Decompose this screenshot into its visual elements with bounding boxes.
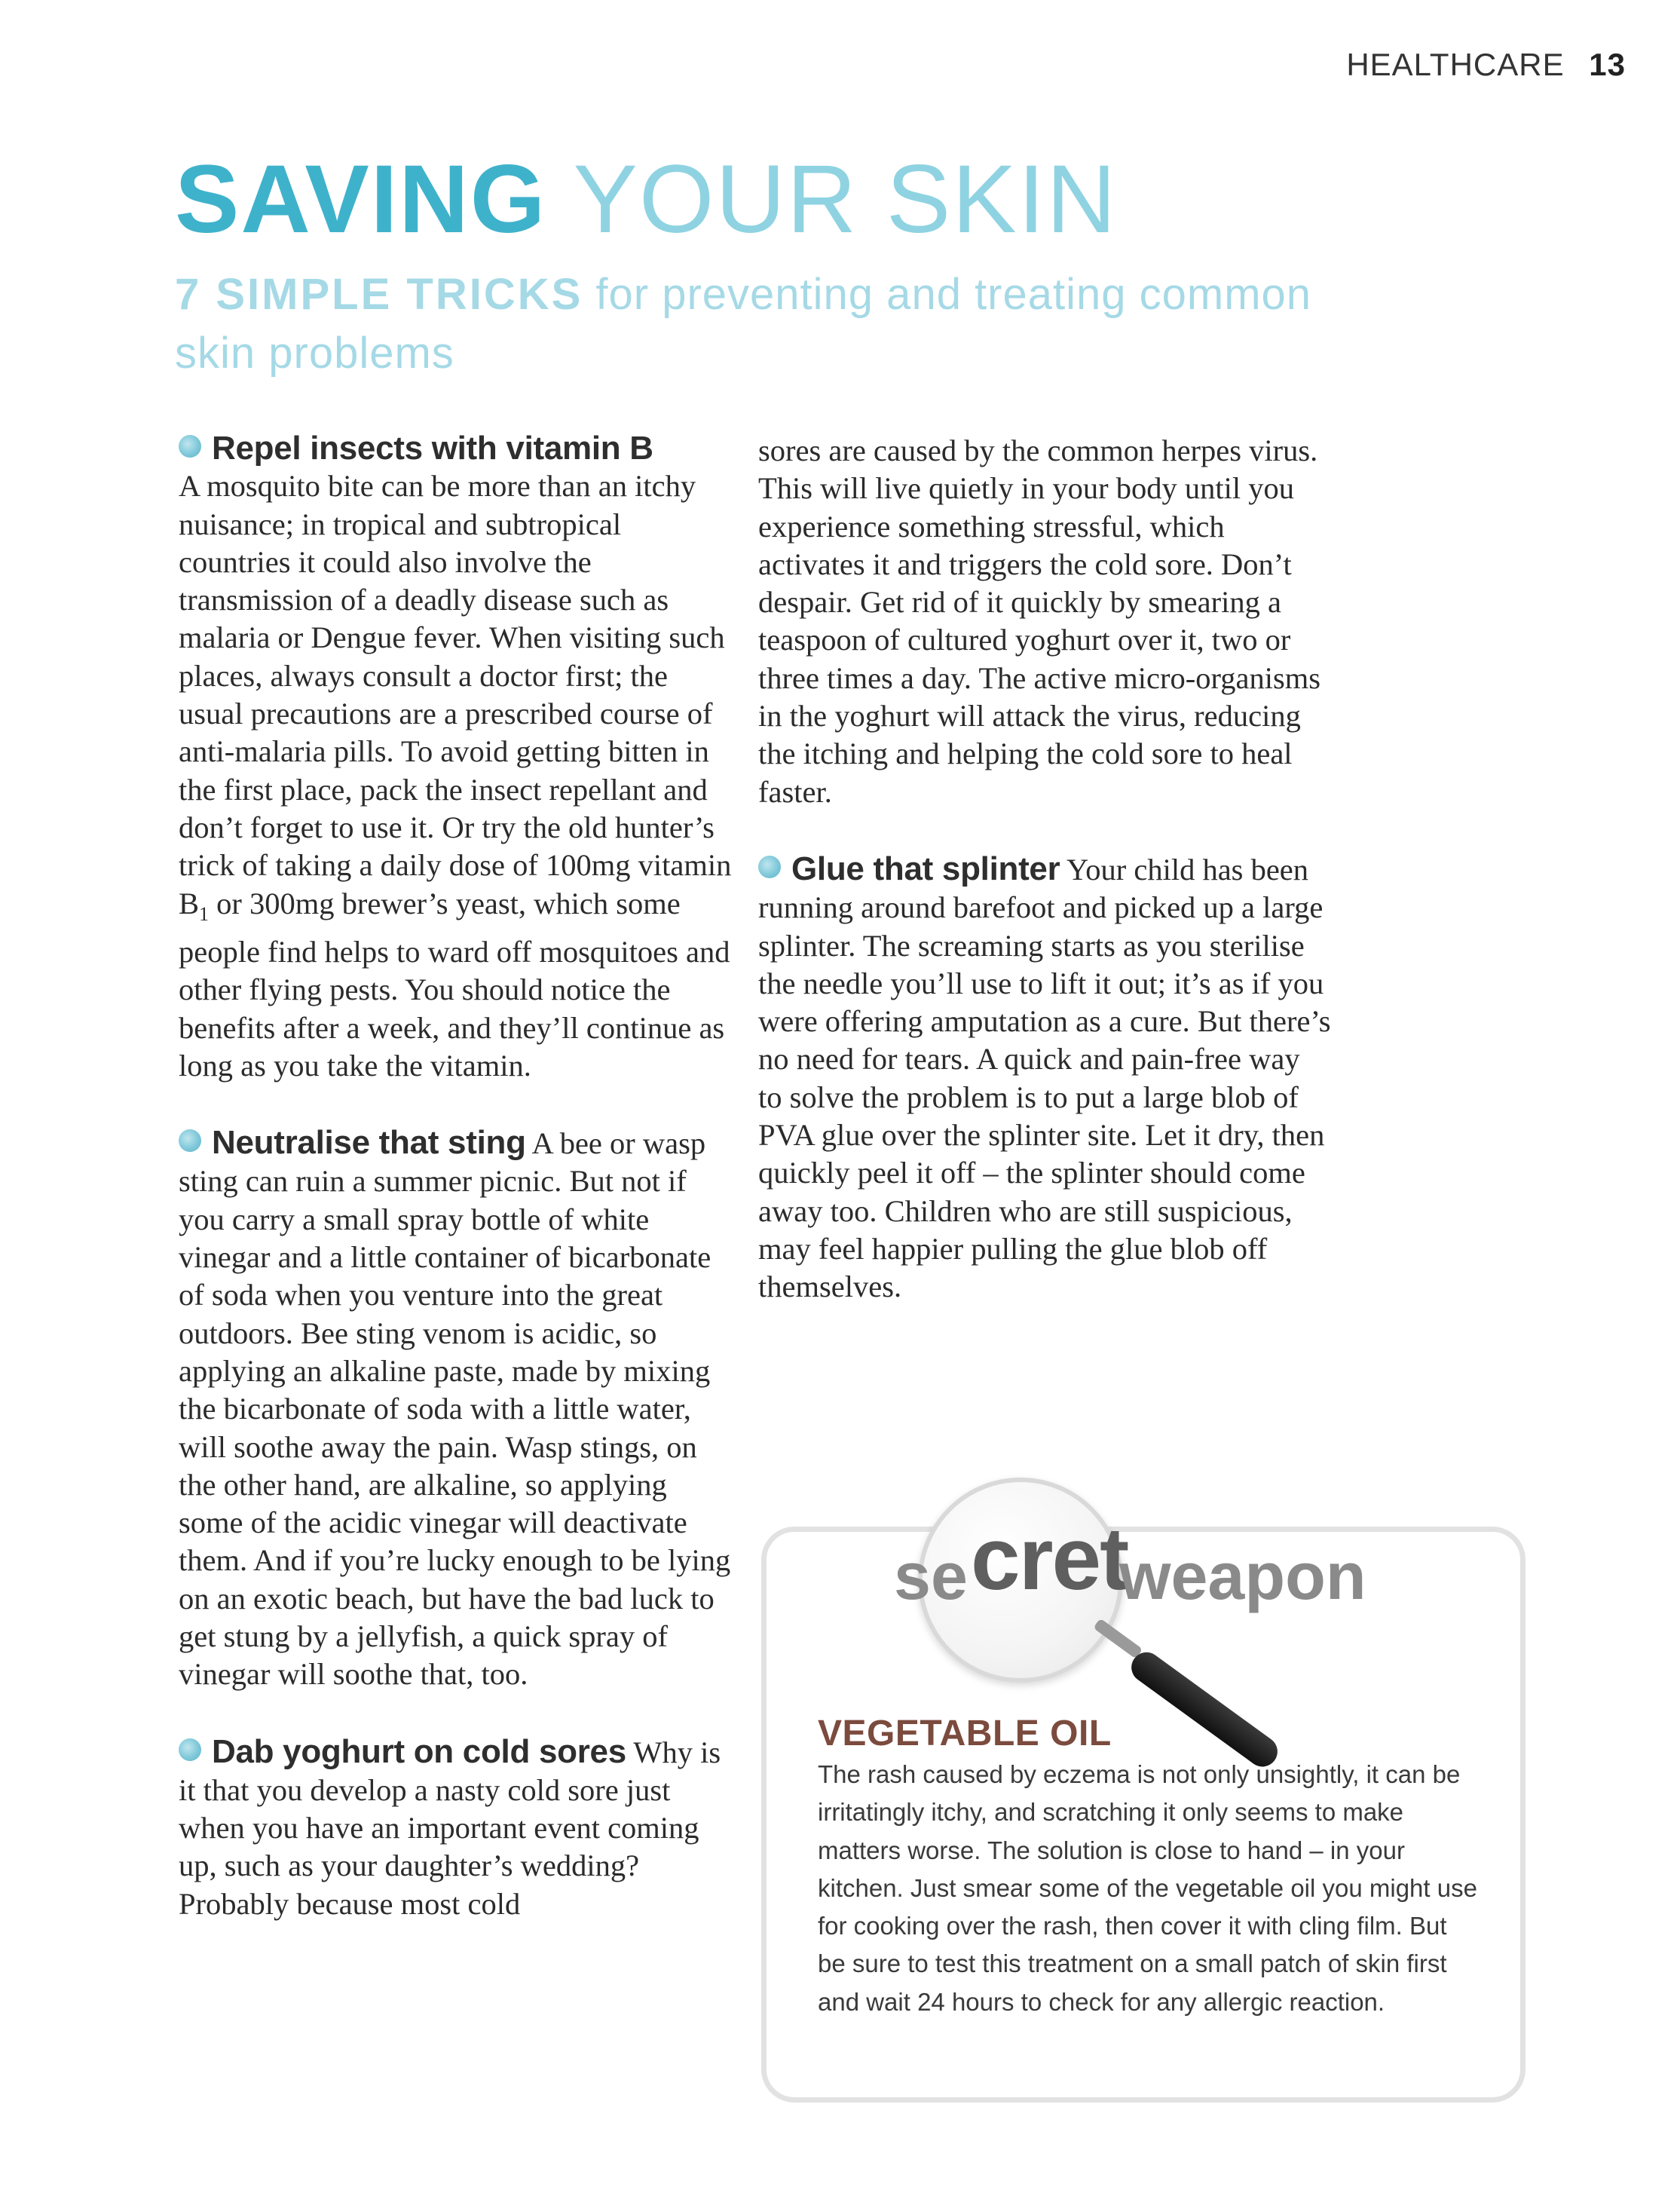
secret-weapon-title: VEGETABLE OIL: [818, 1714, 1112, 1753]
page-header: [1346, 47, 1626, 83]
tip-heading-text: Neutralise that sting: [212, 1124, 526, 1162]
tip-neutralise-sting: [179, 1124, 736, 1693]
title-light-text: YOUR SKIN: [573, 145, 1118, 253]
secret-weapon-logo-weapon: weapon: [1119, 1539, 1366, 1613]
tip-glue-splinter: [758, 850, 1331, 1306]
page-title: [175, 147, 1118, 253]
subtitle-lead: 7 SIMPLE TRICKS: [175, 270, 583, 319]
section-label: HEALTHCARE: [1346, 47, 1565, 82]
tip-heading: [179, 430, 736, 467]
tip-body: [179, 467, 736, 1085]
right-column: [758, 432, 1331, 1346]
bullet-icon: [179, 1129, 201, 1152]
tip-heading: [179, 1733, 626, 1770]
bullet-icon: [179, 1738, 201, 1761]
title-bold: SAVING: [175, 145, 547, 253]
tip-body-text: Why is it that you develop a nasty cold sore just when you have an important event coming up, such as your daughter’s wedding? Probably because most cold: [179, 1735, 721, 1921]
subtitle-rest: for preventing and treating common skin problems: [175, 270, 1312, 378]
tip-body-text-cont: or 300mg brewer’s yeast, which some people find helps to ward off mosquitoes and other flying pests. You should notice the benefits after a week, and they’ll continue as long as you take the vitamin.: [179, 886, 730, 1083]
secret-weapon-logo-se: se: [894, 1539, 968, 1613]
bullet-icon: [758, 856, 781, 878]
bullet-icon: [179, 435, 201, 458]
tip-body: [179, 1733, 736, 1923]
tip-heading-text: Dab yoghurt on cold sores: [212, 1732, 626, 1770]
tip-heading-text: Glue that splinter: [791, 850, 1060, 887]
title-light: [574, 145, 1118, 253]
tip-body: [758, 850, 1331, 1306]
left-column: [179, 430, 736, 1962]
tip-body: [179, 1124, 736, 1693]
tip-heading: [179, 1124, 526, 1161]
page-number: 13: [1589, 47, 1626, 82]
page-subtitle: [175, 265, 1320, 383]
tip-body-text: Your child has been running around barefoot and picked up a large splinter. The screaming starts as you sterilise the needle you’ll use to lift it out; it’s as if you were offering amputation as a cure. But there’s no need for tears. A quick and pain-free way to solve the problem is to put a large blob of PVA glue over the splinter site. Let it dry, then quickly peel it off – the splinter should come away too. Children who are still suspicious, may feel happier pulling the glue blob off themselves.: [758, 852, 1331, 1304]
tip-heading-text: Repel insects with vitamin B: [212, 430, 653, 467]
secret-weapon-body: The rash caused by eczema is not only unsightly, it can be irritatingly itchy, and scratching it only seems to make matters worse. The solution is close to hand – in your kitchen. Just smear some of the vegetable oil you might use for cooking over the rash, then cover it with cling film. But be sure to test this treatment on a small patch of skin first and wait 24 hours to check for any allergic reaction.: [818, 1760, 1477, 2016]
tip-dab-yoghurt-continued: [758, 432, 1331, 811]
tip-body-text: A mosquito bite can be more than an itchy nuisance; in tropical and subtropical countries it could also involve the transmission of a deadly disease such as malaria or Dengue fever. When visiting such places, always consult a doctor first; the usual precautions are a prescribed course of anti-malaria pills. To avoid getting bitten in the first place, pack the insect repellant and don’t forget to use it. Or try the old hunter’s trick of taking a daily dose of 100mg vitamin B: [179, 469, 732, 920]
tip-repel-insects: [179, 430, 736, 1085]
subscript: 1: [199, 902, 210, 925]
tip-body-continued: sores are caused by the common herpes virus. This will live quietly in your body until you experience something stressful, which activates it and triggers the cold sore. Don’t despair. Get rid of it quickly by smearing a teaspoon of cultured yoghurt over it, two or three times a day. The active micro-organisms in the yoghurt will attack the virus, reducing the itching and helping the cold sore to heal faster.: [758, 433, 1321, 809]
tip-dab-yoghurt: [179, 1733, 736, 1923]
tip-heading: [758, 850, 1060, 887]
tip-body-text: A bee or wasp sting can ruin a summer picnic. But not if you carry a small spray bottle of white vinegar and a little container of bicarbonate of soda when you venture into the great outdoors. Bee sting venom is acidic, so applying an alkaline paste, made by mixing the bicarbonate of soda with a little water, will soothe away the pain. Wasp stings, on the other hand, are alkaline, so applying some of the acidic vinegar will deactivate them. And if you’re lucky enough to be lying on an exotic beach, but have the bad luck to get stung by a jellyfish, a quick spray of vinegar will soothe that, too.: [179, 1126, 731, 1692]
secret-weapon-logo-cret: cret: [971, 1509, 1128, 1609]
